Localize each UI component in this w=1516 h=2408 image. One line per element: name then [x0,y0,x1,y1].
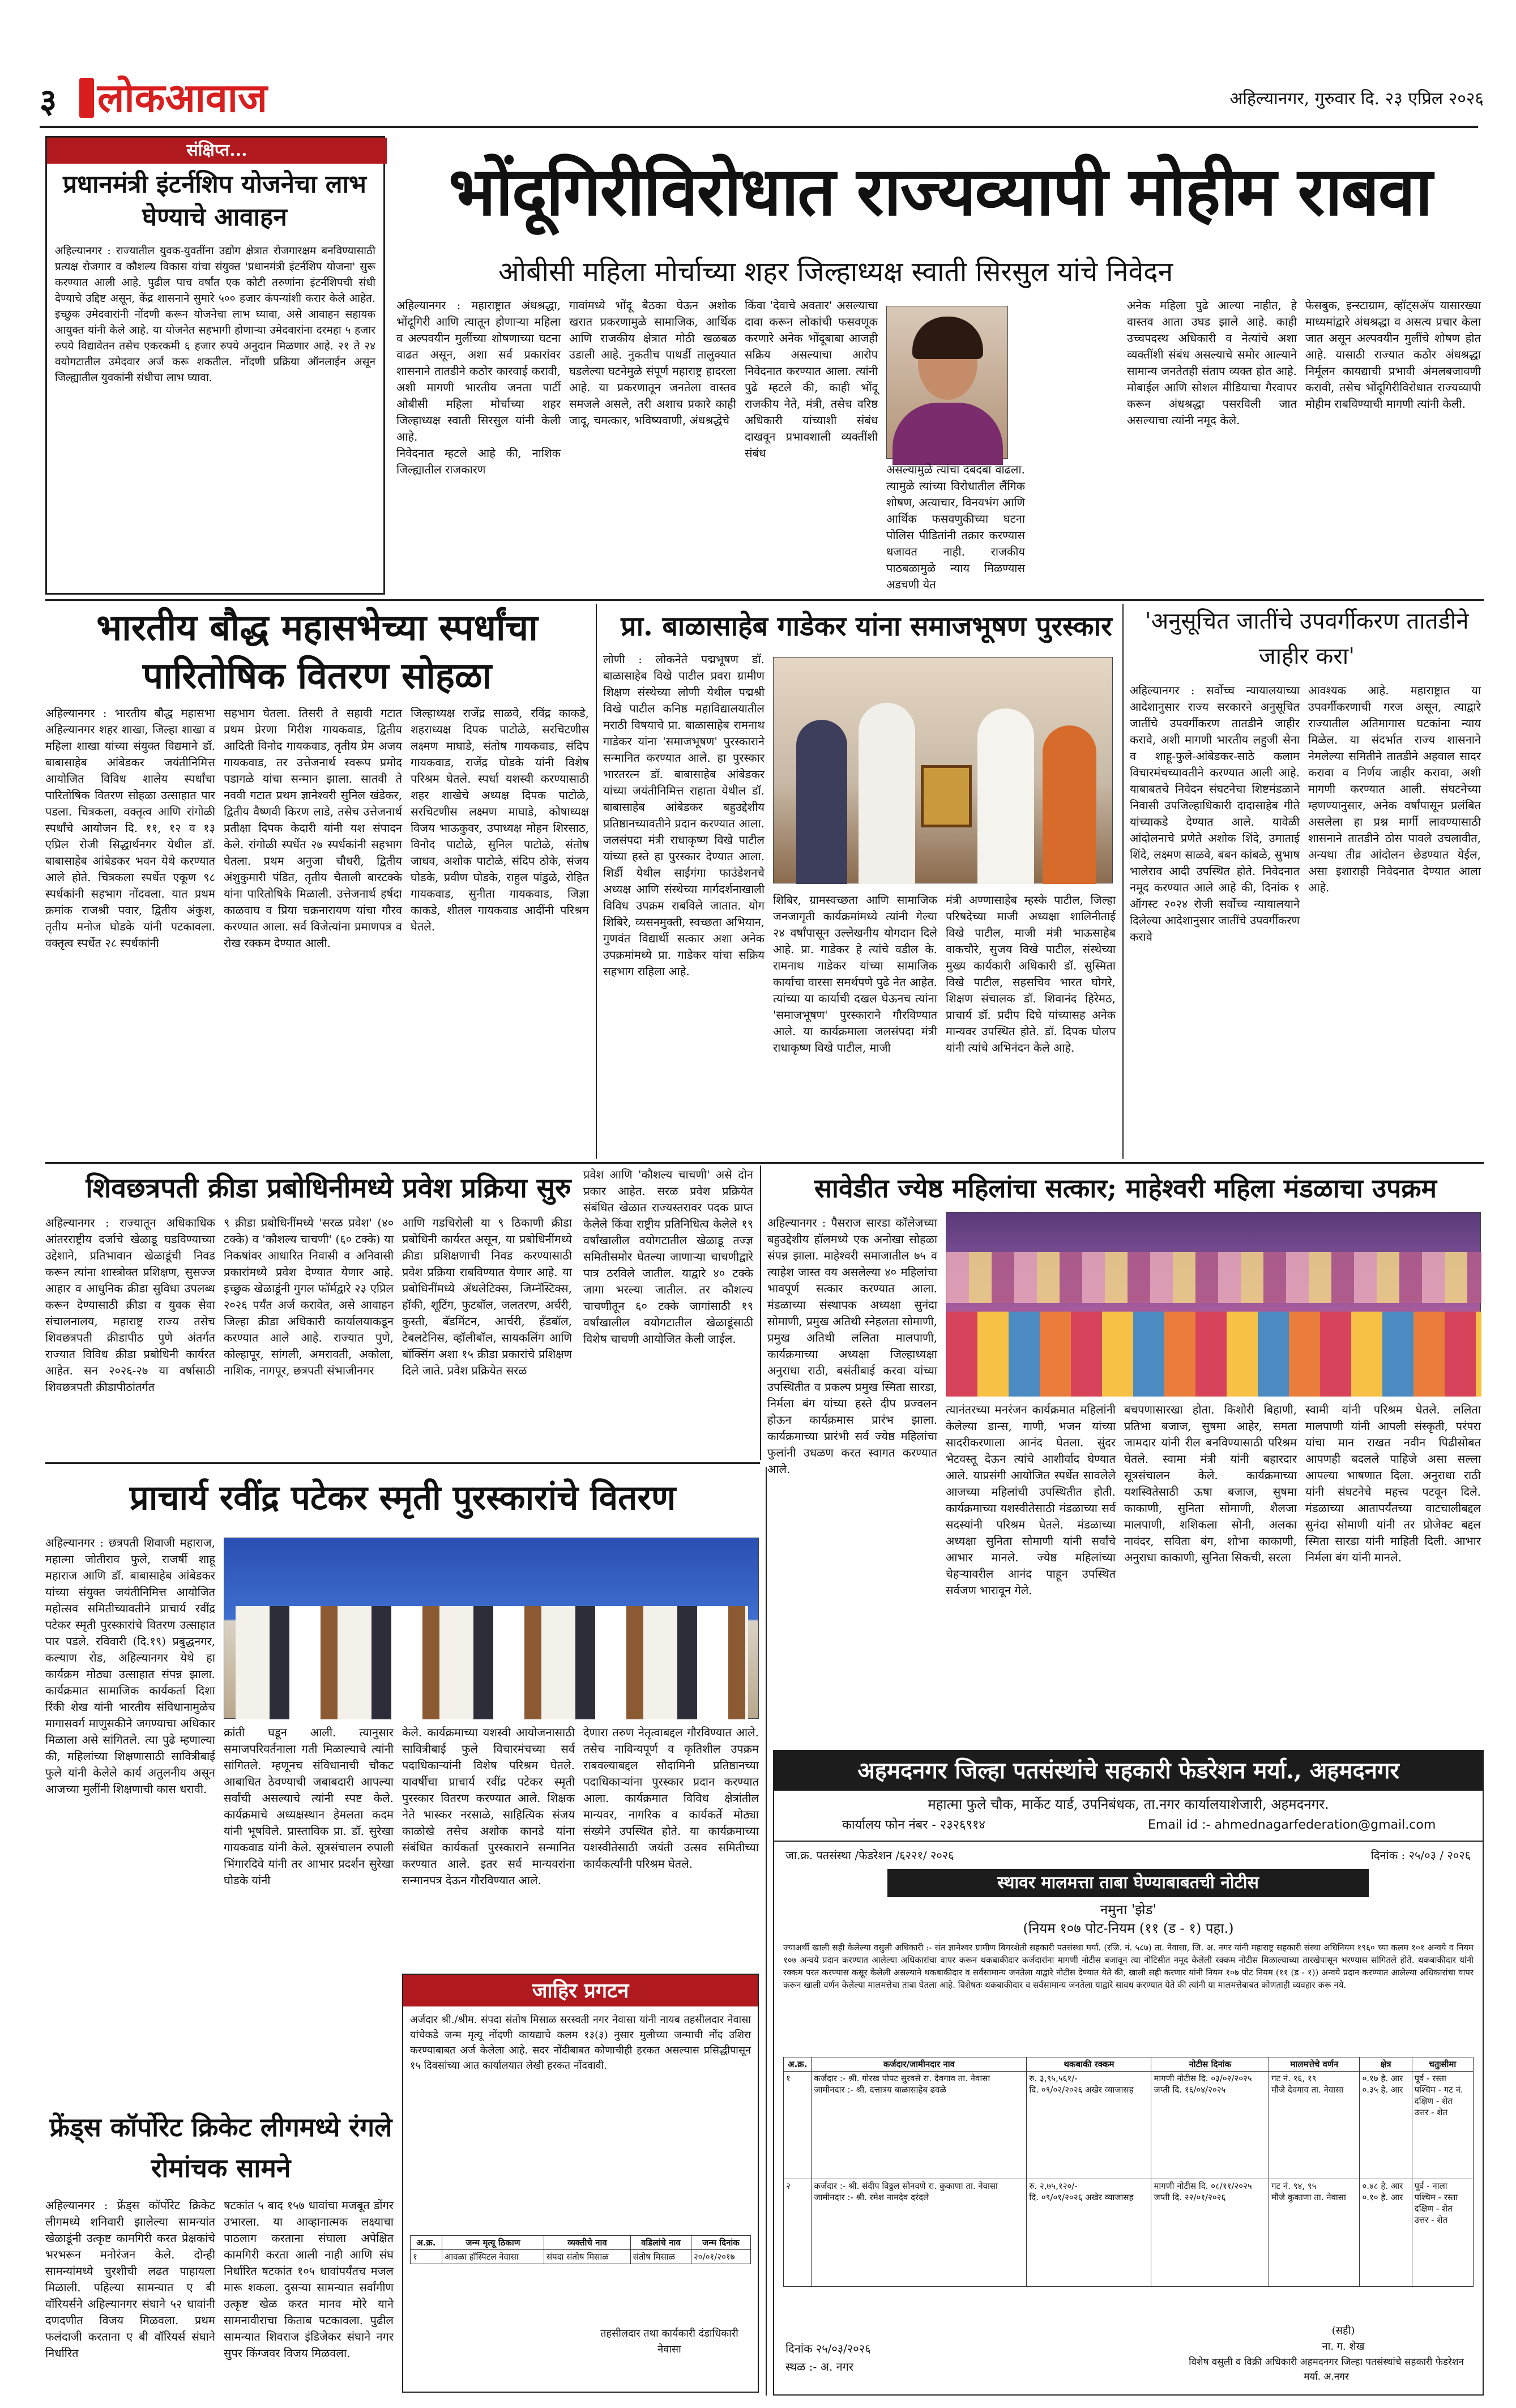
notice-footer-place: स्थळ :- अ. नगर [785,2360,854,2373]
lead-col-6: फेसबुक, इन्स्टाग्राम, व्हॉट्सअ‍ॅप यासारख्या माध्यमांद्वारे अंधश्रद्धा व असत्य प्रचार केला जात असून अल्पवयीन मुलींचे शोषण होत आहे. यासाठी राज्यात कठोर अंधश्रद्धा निर्मूलन कायद्याची प्रभावी अंमलबजावणी करावी, तसेच भोंदूगिरीविरोधात राज्यव्यापी मोहीम राबविण्याची मागणी त्यांनी केली. [1305,298,1485,411]
notice-signature: (सही) [1331,2325,1355,2337]
shiv-col-1: अहिल्यानगर : राज्यातून अधिकाधिक आंतरराष्ट्रीय दर्जाचे खेळाडू घडविण्याच्या उद्देशाने, प्रतिभावान खेळाडूंची निवड करून त्यांना शास्त्रोक्त प्रशिक्षण, सुसज्ज आहार व आधुनिक क्रीडा सुविधा उपलब्ध करून देण्यासाठी क्रीडा व युवक सेवा संचालनालय, महाराष्ट्र राज्य तसेच शिवछत्रपती क्रीडापीठ पुणे अंतर्गत राज्यात विविध क्रीडा प्रबोधिनी कार्यरत आहेत. सन २०२६-२७ या वर्षासाठी शिवछत्रपती क्रीडापीठांतर्गत [45,1216,219,1394]
group-row-front [946,1312,1481,1397]
stage-row [236,1606,748,1719]
portrait-photo [886,306,1008,459]
brief-label: संक्षिप्त... [186,140,247,160]
ad-footer: तहसीलदार तथा कार्यकारी दंडाधिकारी नेवासा [600,2328,738,2355]
lead-bottom-rule [45,599,1484,601]
mahila-col-3: बचपणासारखा होता. किशोरी बिहाणी, प्रतिभा बजाज, सुषमा आहेर, समता जामदार यांनी रील बनविण्यासाठी परिश्रम घेतले. स्वामा मंत्री यांनी बहारदार सूत्रसंचालन केले. कार्यक्रमाच्या यशस्वितेसाठी ऊषा बजाज, सुषमा काकाणी, सुनिता सोमाणी, शैलजा मालपाणी, शशिकला सोनी, अलका नावंदर, सविता बंग, शोभा काकाणी, अनुराधा काकाणी, सुनिता सिकची, सरला [1124,1403,1301,1564]
patekar-col-3: केले. कार्यक्रमाच्या यशस्वी आयोजनासाठी सावित्रीबाई फुले विचारमंचच्या सर्व पदाधिकाऱ्यांनी विशेष परिश्रम घेतले. यावर्षीचा प्राचार्य रवींद्र पटेकर स्मृती पुरस्कार वितरण करण्यात आले. शिक्षक नेते भास्कर नरसाळे, साहित्यिक संजय काळोखे तसेच अशोक कानडे यांना संबंधित कार्यकर्ता पुरस्काराने सन्मानित करण्यात आले. इतर सर्व मान्यवरांना सन्मानपत्र देऊन गौरविण्यात आले. [402,1726,579,1887]
notice-subtitle: नमुना 'झेड' [1100,1902,1157,1918]
buddha-col-1: अहिल्यानगर : भारतीय बौद्ध महासभा अहिल्यानगर शहर शाखा, जिल्हा शाखा व महिला शाखा यांच्या संयुक्त विद्यमाने डॉ. बाबासाहेब आंबेडकर जयंतीनिमित्त आयोजित विविध शालेय स्पर्धांचा पारितोषिक वितरण सोहळा उत्साहात पार पडला. चित्रकला, वक्तृत्व आणि रांगोळी स्पर्धांचे आयोजन दि. ११, १२ व १३ एप्रिल रोजी सिद्धार्थनगर येथील डॉ. बाबासाहेब आंबेडकर भवन येथे करण्यात आले होते. चित्रकला स्पर्धेत एकूण ९८ स्पर्धकांनी सहभाग नोंदवला. यात प्रथम क्रमांक राजश्री पवार, द्वितीय अंकुश, तृतीय मनोज घोडके यांनी पटकावला. वक्तृत्व स्पर्धेत २८ स्पर्धकांनी [45,706,219,950]
gadekar-col-3: मंत्री अण्णासाहेब म्हस्के पाटील, जिल्हा परिषदेच्या माजी अध्यक्षा शालिनीताई विखे पाटील, माजी मंत्री भाऊसाहेब वाकचौरे, सुजय विखे पाटील, संस्थेच्या मुख्य कार्यकारी अधिकारी डॉ. सुस्मिता विखे पाटील, सहसचिव भारत घोगरे, शिक्षण संचालक डॉ. शिवानंद हिरेमठ, प्राचार्य डॉ. प्रदीप दिघे यांच्यासह अनेक मान्यवर उपस्थित होते. डॉ. दिपक घोलप यांनी त्यांचे अभिनंदन केले आहे. [946,893,1120,1054]
notice-table-row [784,2179,1474,2287]
shiv-col-2: ९ क्रीडा प्रबोधिनींमध्ये 'सरळ प्रवेश' (४० टक्के) व 'कौशल्य चाचणी' (६० टक्के) या निकषांवर आधारित निवासी व अनिवासी प्रकारांमध्ये प्रवेश देण्यात येणार आहे. इच्छुक खेळाडूंनी गुगल फॉर्मद्वारे २३ एप्रिल २०२६ पर्यंत अर्ज करावेत, असे आवाहन जिल्हा क्रीडा अधिकारी कार्यालयाकडून करण्यात आले आहे. राज्यात पुणे, कोल्हापूर, सांगली, अमरावती, अकोला, नाशिक, नागपूर, छत्रपती संभाजीनगर [224,1216,398,1377]
notice-td: गट नं. १६, १९ मौजे देवगाव ता. नेवासा [1269,2072,1360,2179]
lead-subhead: ओबीसी महिला मोर्चाच्या शहर जिल्हाध्यक्ष स्वाती सिरसुल यांचे निवेदन [498,256,1173,288]
notice-td: पूर्व - रस्ता पश्चिम - गट नं. दक्षिण - शेत उत्तर - शेत [1412,2072,1473,2179]
ad-td: संतोष मिसाळ [630,2250,691,2264]
notice-td: मागणी नोटीस दि. ०८/११/२०२५ जप्ती दि. २२/०१/२०२६ [1151,2179,1269,2287]
notice-signatory: ना. ग. शेख [1322,2341,1365,2353]
lead-col-5: अनेक महिला पुढे आल्या नाहीत, हे वास्तव आता उघड झाले आहे. काही उच्चपदस्थ अधिकारी व नेत्यांचे अशा व्यक्तींशी संबंध असल्याचे समोर आल्याने सामान्य जनतेतही संताप व्यक्त होत आहे. मोबाईल आणि सोशल मीडियाचा गैरवापर करून अंधश्रद्धा पसरविली जात असल्याचा त्यांनी नमूद केले. [1127,298,1301,427]
mid-rule-1 [45,1162,1484,1164]
lead-col-1: अहिल्यानगर : महाराष्ट्रात अंधश्रद्धा, भोंदूगिरी आणि त्यातून होणाऱ्या महिला व अल्पवयीन मुलींच्या शोषणाच्या घटना वाढत असून, अशा सर्व प्रकारांवर शासनाने तातडीने कठोर कारवाई करावी, अशी मागणी भारतीय जनता पार्टी ओबीसी महिला मोर्चाच्या शहर जिल्हाध्यक्ष स्वाती सिरसुल यांनी केली आहे. निवेदनात म्हटले आहे की, नाशिक जिल्ह्यातील राजकारण [396,298,561,476]
notice-th: क्षेत्र [1360,2057,1412,2072]
ad-table-row [411,2250,751,2264]
public-notice-ad [402,1974,759,2393]
ad-th: वडिलांचे नाव [630,2236,691,2250]
notice-th: मालमत्तेचे वर्णन [1269,2057,1360,2072]
notice-date: दिनांक : २५/०३ / २०२६ [1370,1848,1471,1862]
federation-notice [773,1750,1484,2396]
ad-td: आवळा हॉस्पिटल नेवासा [442,2250,544,2264]
lead-col-2: गावांमध्ये भोंदू बैठका घेऊन अशोक खरात प्रकरणामुळे सामाजिक, आर्थिक आणि राजकीय क्षेत्रात मोठी खळबळ उडाली आहे. नुकतीच पाथर्डी तालुक्यात घडलेल्या घटनेमुळे संपूर्ण महाराष्ट्र हादरला आहे. या प्रकरणातून जनतेला वास्तव समजले असले, तरी अशाच प्रकारे काही जादू, चमत्कार, भविष्यवाणी, अंधश्रद्धेचे [569,298,740,427]
ad-title: जाहिर प्रगटन [532,1979,629,2003]
lead-col-4: असल्यामुळे त्यांचा दबदबा वाढला. त्यामुळे त्यांच्या विरोधातील लैंगिक शोषण, अत्याचार, विनयभंग आणि आर्थिक फसवणुकीच्या घटना पोलिस पीडितांनी तक्रार करण्यास धजावत नाही. राजकीय पाठबळामुळे न्याय मिळण्यास अडचणी येत [886,463,1029,591]
notice-td: रु. ३,९५,५६१/- दि. ०९/०२/२०२६ अखेर व्याजासह [1027,2072,1151,2179]
portrait-hair [912,317,983,359]
patekar-headline: प्राचार्य रवींद्र पटेकर स्मृती पुरस्कारांचे वितरण [129,1478,676,1518]
notice-footer-date: दिनांक २५/०३/२०२६ [785,2342,871,2355]
ad-th: जन्म मृत्यू ठिकाण [442,2236,544,2250]
shiv-headline: शिवछत्रपती क्रीडा प्रबोधिनीमध्ये प्रवेश प्रक्रिया सुरु [86,1172,571,1204]
notice-td: ०.१७ हे. आर ०.३५ हे. आर [1360,2072,1412,2179]
notice-body: ज्याअर्थी खाली सही केलेल्या वसुली अधिकारी :- संत ज्ञानेश्वर ग्रामीण बिगरशेती सहकारी पतसंस्था मर्या. (रजि. नं. ५८७) ता. नेवासा, जि. अ. नगर यांनी महाराष्ट्र सहकारी संस्था अधिनियम १९६० च्या कलम १०१ अन्वये व नियम १०७ अन्वये प्रदान करण्यात आलेल्या अधिकारांचा वापर करून थकबाकीदार कर्जदारांना मागणी नोटीस बजावून त्या नोटिसीत नमूद केलेली रक्कम नोटीस मिळाल्याच्या तारखेपासून भरण्यास सांगितले होते. थकबाकीदार यांनी रक्कम परत करण्यास कसूर केलेली असल्याने थकबाकीदार व सर्वसामान्य जनतेला याद्वारे नोटीस देण्यात येते की, खाली सही करणार यांनी नियम १०७ पोट नियम (११ (ड - १)) अन्वये प्रदान करण्यात आलेल्या अधिकारांचा वापर करून खाली वर्णन केलेल्या मालमत्तेचा ताबा घेतला आहे. विशेषतः थकबाकीदार व सर्वसामान्य जनतेला याद्वारे सावध करण्यात येते की त्यांनी या मालमत्तेबाबत कोणताही व्यवहार करू नये. [783,1942,1476,1990]
lead-col-3: किंवा 'देवाचे अवतार' असल्याचा दावा करून लोकांची फसवणूक करणारे अनेक भोंदूबाबा आजही सक्रिय असल्याचा आरोप निवेदनात करण्यात आला. त्यांनी पुढे म्हटले की, काही भोंदू राजकीय नेते, मंत्री, तसेच वरिष्ठ अधिकारी यांच्याशी संबंध दाखवून प्रभावशाली व्यक्तींशी संबंध [745,298,882,460]
ad-th: जन्म दिनांक [691,2236,751,2250]
ad-td: २०/०१/२०१७ [691,2250,751,2264]
lead-headline: भोंदूगिरीविरोधात राज्यव्यापी मोहीम राबवा [449,152,1432,230]
vrule-3 [760,1165,761,1460]
buddha-headline: भारतीय बौद्ध महासभेच्या स्पर्धांचा पारितोषिक वितरण सोहळा [96,607,538,697]
buddha-col-3: जिल्हाध्यक्ष राजेंद्र साळवे, रविंद्र काकडे, शहराध्यक्ष दिपक पाटोळे, सरचिटणीस लक्ष्मण माघाडे, संतोष गायकवाड, संदिप गायकवाड, राजेंद्र घोडके यांनी विशेष परिश्रम घेतले. स्पर्धा यशस्वी करण्यासाठी शहर शाखेचे अध्यक्ष दिपक पाटोळे, सरचिटणीस लक्ष्मण माघाडे, कोषाध्यक्ष विजय भाऊकुवर, उपाध्यक्ष मोहन शिरसाठ, विनोद पाटोळे, सुनिल पाटोळे, संतोष जाधव, अशोक पाटोळे, संदिप ठोके, संजय घोडके, प्रवीण घोडके, राहुल पांडुळे, रोहित गायकवाड, सुनीता गायकवाड, जिज्ञा काकडे, शीतल गायकवाड आदींनी परिश्रम घेतले. [411,706,593,933]
notice-td: पूर्व - नाला पश्चिम - रस्ता दक्षिण - शेत उत्तर - शेत [1412,2179,1473,2287]
patekar-col-1: अहिल्यानगर : छत्रपती शिवाजी महाराज, महात्मा जोतीराव फुले, राजर्षी शाहू महाराज आणि डॉ. बाबासाहेब आंबेडकर यांच्या संयुक्त जयंतीनिमित्त आयोजित महोत्सव समितीच्यावतीने प्राचार्य रवींद्र पटेकर स्मृती पुरस्कारांचे वितरण उत्साहात पार पडले. रविवारी (दि.१९) प्रबुद्धनगर, कल्याण रोड, अहिल्यानगर येथे हा कार्यक्रम मोठ्या उत्साहात संपन्न झाला. कार्यक्रमात सामाजिक कार्यकर्ता दिशा रिंकी शेख यांनी भारतीय संविधानामुळेच मागासवर्ग माणुसकीने जगण्याचा अधिकार मिळाला असे सांगितले. त्या पुढे म्हणाल्या की, महिलांच्या शिक्षणासाठी सावित्रीबाई फुले यांनी केलेले कार्य अतुलनीय असून आजच्या मुलींनी शिक्षणाची कास धरावी. [45,1536,219,1796]
women-group-photo [946,1212,1481,1396]
ad-th: व्यक्तीचे नाव [544,2236,631,2250]
notice-table-row [784,2072,1474,2179]
cricket-col-1: अहिल्यानगर : फ्रेंड्स कॉर्पोरेट क्रिकेट लीगमध्ये शनिवारी झालेल्या सामन्यांत खेळाडूंनी उत्कृष्ट कामगिरी करत प्रेक्षकांचे भरभरून मनोरंजन केले. दोन्ही सामन्यांमध्ये चुरशीची लढत पाहायला मिळाली. पहिल्या सामन्यात ए बी वॉरियर्सने अहिल्यानगर संघाने ५२ धावांनी दणदणीत विजय मिळवला. प्रथम फलंदाजी करताना ए बी वॉरियर्स संघाने निर्धारित [45,2198,219,2360]
brief-headline: प्रधानमंत्री इंटर्नशिप योजनेचा लाभ घेण्याचे आवाहन [63,170,366,232]
award-person-1 [796,720,847,884]
notice-rule [774,1841,1483,1842]
notice-td: मागणी नोटीस दि. ०३/०२/२०२५ जप्ती दि. १६/०४/२०२५ [1151,2072,1269,2179]
ad-td: संपदा संतोष मिसाळ [544,2250,631,2264]
notice-rule-ref: (नियम १०७ पोट-नियम (११ (ड - १) पहा.) [1023,1920,1234,1936]
portrait-body [892,403,1003,465]
notice-title: स्थावर मालमत्ता ताबा घेण्याबाबतची नोटीस [997,1873,1259,1893]
patekar-photo [224,1538,759,1719]
notice-address: महात्मा फुले चौक, मार्केट यार्ड, उपनिबंधक, ता.नगर कार्यालयाशेजारी, अहमदनगर. [928,1796,1329,1812]
notice-th: कर्जदार/जामीनदार नाव [812,2057,1027,2072]
ad-th: अ.क्र. [411,2236,442,2250]
mahila-col-2: त्यानंतरच्या मनरंजन कार्यक्रमात महिलांनी केलेल्या डान्स, गाणी, भजन यांच्या सादरीकरणाला आनंद घेतला. सुंदर भेटवस्तू देऊन त्यांचे आशीर्वाद घेण्यात आले. याप्रसंगी आयोजित स्पर्धेत सावलेले आजच्या महिलांची उपस्थितीत होती. कार्यक्रमाच्या यशस्वीतेसाठी मंडळाच्या सर्व सदस्यांनी परिश्रम घेतले. मंडळाच्या अध्यक्षा सुनिता सोमाणी यांनी सर्वांचे आभार मानले. ज्येष्ठ महिलांच्या चेहऱ्यावरील आनंद पाहून उपस्थित सर्वजण भारावून गेले. [946,1403,1120,1597]
award-person-2 [859,703,915,884]
vrule-4 [766,1467,767,2396]
gadekar-col-2: शिबिर, ग्रामस्वच्छता आणि सामाजिक जनजागृती कार्यक्रमांमध्ये त्यांनी गेल्या २४ वर्षांपासून उल्लेखनीय योगदान दिले आहे. प्रा. गाडेकर हे त्यांचे वडील के. रामनाथ गाडेकर यांच्या सामाजिक कार्याचा वारसा समर्थपणे पुढे नेत आहेत. त्यांच्या या कार्याची दखल घेऊनच त्यांना 'समाजभूषण' पुरस्काराने गौरविण्यात आले. या कार्यक्रमाला जलसंपदा मंत्री राधाकृष्ण विखे पाटील, माजी [773,893,941,1054]
patekar-col-4: देणारा तरुण नेतृत्वाबद्दल गौरविण्यात आले. तसेच नाविन्यपूर्ण व कृतिशील उपक्रम राबवल्याबद्दल सौदामिनी प्रतिष्ठानच्या पदाधिकाऱ्यांना पुरस्कार प्रदान करण्यात आला. कार्यक्रमात विविध क्षेत्रांतील मान्यवर, नागरिक व कार्यकर्ते मोठ्या संख्येने उपस्थित होते. या कार्यक्रमाच्या यशस्वीतेसाठी जयंती उत्सव समितीच्या कार्यकर्त्यांनी परिश्रम घेतले. [583,1726,763,1871]
notice-td: १ [784,2072,812,2179]
vrule-2 [1122,604,1124,1159]
notice-td: गट नं. ९४, ९५ मौजे कुकाणा ता. नेवासा [1269,2179,1360,2287]
group-row-back [946,1252,1481,1303]
notice-email: Email id :- ahmednagarfederation@gmail.com [1148,1818,1436,1832]
shiv-col-3: आणि गडचिरोली या ९ ठिकाणी क्रीडा प्रबोधिनी कार्यरत असून, या प्रबोधिनींमध्ये क्रीडा प्रशिक्षणाची निवड करण्यासाठी प्रवेश प्रक्रिया राबविण्यात येणार आहे. या प्रबोधिनींमध्ये ॲथलेटिक्स, जिम्नॅस्टिक्स, हॉकी, शूटिंग, फुटबॉल, जलतरण, अर्चरी, कुस्ती, बॅडमिंटन, आर्चरी, हँडबॉल, टेबलटेनिस, व्हॉलीबॉल, सायकलिंग आणि बॉक्सिंग अशा १५ क्रीडा प्रकारांचे प्रशिक्षण दिले जाते. प्रवेश प्रक्रियेत सरळ [402,1216,576,1377]
ad-td: १ [411,2250,442,2264]
mid-rule-2 [45,1462,760,1464]
shiv-col-4: प्रवेश आणि 'कौशल्य चाचणी' असे दोन प्रकार आहेत. सरळ प्रवेश प्रक्रियेत संबंधित खेळात राज्यस्तरावर पदक प्राप्त केलेले किंवा राष्ट्रीय प्रतिनिधित्व केलेले १९ वर्षांखालील वयोगटातील खेळाडू तज्ज्ञ समितीसमोर घेतल्या जाणाऱ्या चाचणीद्वारे पात्र ठरविले जातील. याद्वारे ४० टक्के जागा भरल्या जातील. तर कौशल्य चाचणीतून ६० टक्के जागांसाठी १९ वर्षांखालील वयोगटातील खेळाडूंसाठी विशेष चाचणी आयोजित केली जाईल. [583,1168,757,1346]
mahila-headline: सावेडीत ज्येष्ठ महिलांचा सत्कार; माहेश्वरी महिला मंडळाचा उपक्रम [814,1173,1437,1203]
scheduled-headline: 'अनुसूचित जातींचे उपवर्गीकरण तातडीने जाहीर करा' [1145,608,1469,669]
notice-th: अ.क्र. [784,2057,812,2072]
notice-td: २ [784,2179,812,2287]
notice-table-header [784,2057,1474,2072]
ad-table [410,2235,751,2264]
gadekar-col-1: लोणी : लोकनेते पद्मभूषण डॉ. बाळासाहेब विखे पाटील प्रवरा ग्रामीण शिक्षण संस्थेच्या लोणी येथील पद्मश्री विखे पाटील कनिष्ठ महाविद्यालयातील मराठी विषयाचे प्रा. बाळासाहेब रामनाथ गाडेकर यांना 'समाजभूषण' पुरस्काराने सन्मानित करण्यात आले. हा पुरस्कार भारतरत्न डॉ. बाबासाहेब आंबेडकर यांच्या जयंतीनिमित्त राहाता येथील डॉ. बाबासाहेब आंबेडकर बहुउद्देशीय प्रतिष्ठानच्यावतीने प्रदान करण्यात आला. जलसंपदा मंत्री राधाकृष्ण विखे पाटील यांच्या हस्ते हा पुरस्कार देण्यात आला. शिर्डी येथील साईगंगा फाउंडेशनचे अध्यक्ष आणि संस्थेच्या मार्गदर्शनाखाली विविध उपक्रम राबविले जातात. योग शिबिरे, व्यसनमुक्ती, स्वच्छता अभियान, गुणवंत विद्यार्थी सत्कार अशा अनेक उपक्रमांमध्ये प्रा. गाडेकर यांचा सक्रिय सहभाग राहिला आहे. [603,652,768,978]
scheduled-col-1: अहिल्यानगर : सर्वोच्च न्यायालयाच्या आदेशानुसार राज्य सरकारने अनुसूचित जातींचे उपवर्गीकरण तातडीने जाहीर करावे, अशी मागणी भारतीय लहुजी सेना व शाहू-फुले-आंबेडकर-साठे कलाम विचारमंचच्यावतीने करण्यात आली आहे. याबाबतचे निवेदन संघटनेचा शिष्टमंडळाने निवासी उपजिल्हाधिकारी दादासाहेब गीते यांच्याकडे देण्यात आले. यावेळी आंदोलनाचे प्रणेते अशोक शिंदे, उमाताई शिंदे, लक्ष्मण साळवे, बबन कांबळे, सुभाष भालेराव आदी उपस्थित होते. निवेदनात नमूद करण्यात आले आहे की, दिनांक १ ऑगस्ट २०२४ रोजी सर्वोच्च न्यायालयाने दिलेल्या आदेशानुसार जातींचे उपवर्गीकरण करावे [1130,684,1304,943]
masthead-rule [40,126,1478,128]
logo-mark [79,78,94,118]
cricket-col-2: षटकांत ५ बाद १५७ धावांचा मजबूत डोंगर उभारला. या आव्हानात्मक लक्ष्याचा पाठलाग करताना संघाला अपेक्षित कामगिरी करता आली नाही आणि संघ निर्धारित षटकांत १०५ धावांपर्यंतच मजल मारू शकला. दुसऱ्या सामन्यात सर्वांगीण उत्कृष्ट खेळ करत मानव मोरे याने सामनावीराचा किताब पटकावला. पुढील सामन्यात शिवराज इंडिजेकर संघाने नगर सुपर किंग्जवर विजय मिळवला. [224,2198,398,2360]
notice-table [783,2057,1474,2287]
notice-th: नोटीस दिनांक [1151,2057,1269,2072]
scheduled-col-2: आवश्यक आहे. महाराष्ट्रात या उपवर्गीकरणाची गरज असून, त्याद्वारे राज्यातील अतिमागास घटकांना न्याय मिळेल. या संदर्भात राज्य शासनाने नेमलेल्या समितीने तातडीने अहवाल सादर करावा व निर्णय जाहीर करावा, अशी मागणी करण्यात आली. संघटनेच्या म्हणण्यानुसार, अनेक वर्षांपासून प्रलंबित असलेला हा प्रश्न मार्गी लावण्यासाठी शासनाने तातडीने ठोस पावले उचलावीत, अन्यथा तीव्र आंदोलन छेडण्यात येईल, असा इशाराही निवेदनात देण्यात आला आहे. [1308,684,1485,894]
cricket-headline: फ्रेंड्स कॉर्पोरेट क्रिकेट लीगमध्ये रंगले रोमांचक सामने [49,2112,392,2183]
ad-table-header [411,2236,751,2250]
award-person-4 [1043,725,1096,884]
page-number: ३ [40,82,57,120]
brief-box [45,136,385,595]
award-photo [773,657,1113,883]
ad-body: अर्जदार श्री./श्रीम. संपदा संतोष मिसाळ सरस्वती नगर नेवासा यांनी नायब तहसीलदार नेवासा यांचेकडे जन्म मृत्यू नोंदणी कायद्याचे कलम १३(३) नुसार मुलीच्या जन्माची नोंद उशिरा करण्याबाबत अर्ज केलेला आहे. सदर नोंदीबाबत कोणाचीही हरकत असल्यास प्रसिद्धीपासून १५ दिवसांच्या आत कार्यालयात लेखी हरकत नोंदवावी. [410,2014,754,2072]
notice-td: ०.४८ हे. आर ०.१० हे. आर [1360,2179,1412,2287]
notice-org: अहमदनगर जिल्हा पतसंस्थांचे सहकारी फेडरेशन मर्या., अहमदनगर [857,1757,1399,1784]
patekar-col-2: क्रांती घडून आली. त्यानुसार समाजपरिवर्तनाला गती मिळाल्याचे त्यांनी सांगितले. म्हणूनच संविधानाची चौकट आबाधित ठेवण्याची जबाबदारी आपल्या सर्वांची असल्याचे त्यांनी स्पष्ट केले. कार्यक्रमाचे अध्यक्षस्थान हेमलता कदम यांनी भूषविले. प्रास्ताविक प्रा. डॉ. सुरेखा गायकवाड यांनी केले. सूत्रसंचालन रुपाली भिंगारदिवे यांनी तर आभार प्रदर्शन सुरेखा घोडके यांनी [224,1726,398,1887]
newspaper-logo: लोकआवाज [97,75,267,121]
notice-td: रु. २,७५,१२०/- दि. ०९/०१/२०२६ अखेर व्याजासह [1027,2179,1151,2287]
dateline: अहिल्यानगर, गुरुवार दि. २३ एप्रिल २०२६ [1229,89,1484,109]
buddha-col-2: सहभाग घेतला. तिसरी ते सहावी गटात प्रथम प्रेरणा गिरीश गायकवाड, द्वितीय आदिती विनोद गायकवाड, तृतीय प्रेम अजय गायकवाड, तर उत्तेजनार्थ स्वरूप प्रमोद पडागळे यांचा सन्मान झाला. सातवी ते नववी गटात प्रथम ज्ञानेश्वरी सुनिल खंडेकर, द्वितीय वैष्णवी किरण लाडे, तसेच उत्तेजनार्थ प्रतीक्षा दिपक केदारी यांनी यश संपादन केले. रांगोळी स्पर्धेत २७ स्पर्धकांनी सहभाग घेतला. प्रथम अनुजा चौधरी, द्वितीय अंशुकुमारी पंडित, तृतीय चैताली बारटक्के यांना पारितोषिके मिळाली. उत्तेजनार्थ हर्षदा काळवाघ व प्रिया चक्रनारायण यांचा गौरव करण्यात आला. सर्व विजेत्यांना प्रमाणपत्र व रोख रक्कम देण्यात आली. [224,706,406,950]
award-frame [921,765,972,827]
notice-ref: जा.क्र. पतसंस्था /फेडरेशन /६२२१/ २०२६ [785,1848,954,1862]
vrule-1 [596,604,597,1159]
notice-td: कर्जदार :- श्री. गोरख पोपट सुरवसे रा. देवगाव ता. नेवासा जामीनदार :- श्री. दत्तात्रय बाळासाहेब ढवळे [812,2072,1027,2179]
mahila-col-1: अहिल्यानगर : पैसराज सारडा कॉलेजच्या बहुउद्देशीय हॉलमध्ये एक अनोखा सोहळा संपन्न झाला. माहेश्वरी समाजातील ७५ व त्याहेश जास्त वय असलेल्या ४० महिलांचा भावपूर्ण सत्कार करण्यात आला. मंडळाच्या संस्थापक अध्यक्षा सुनंदा सोमाणी, प्रमुख अतिथी स्नेहलता सोमाणी, प्रमुख अतिथी ललिता मालपाणी, कार्यक्रमाच्या अध्यक्षा जिल्हाध्यक्षा अनुराधा राठी, बसंतीबाई करवा यांच्या उपस्थितीत व प्रकल्प प्रमुख स्मिता सारडा, निर्मला बंग यांच्या हस्ते दीप प्रज्वलन होऊन कार्यक्रमास प्रारंभ झाला. कार्यक्रमाच्या प्रारंभी सर्व ज्येष्ठ महिलांचा फुलांनी उधळण करत स्वागत करण्यात आले. [767,1216,941,1476]
notice-phone: कार्यालय फोन नंबर - २३२६९१४ [842,1818,985,1832]
notice-designation: विशेष वसुली व विक्री अधिकारी अहमदनगर जिल्हा पतसंस्थांचे सहकारी फेडरेशन मर्या. अ.नगर [1189,2356,1464,2383]
award-person-3 [977,708,1034,884]
brief-body: अहिल्यानगर : राज्यातील युवक-युवतींना उद्योग क्षेत्रात रोजगारक्षम बनविण्यासाठी प्रत्यक्ष रोजगार व कौशल्य विकास यांचा संयुक्त 'प्रधानमंत्री इंटर्नशिप योजना' सुरू करण्यात आली आहे. पुढील पाच वर्षांत एक कोटी तरुणांना इंटर्नशिपची संधी देण्याचे उद्दिष्ट असून, केंद्र शासनाने सुमारे ५०० हजार कंपन्यांशी करार केले आहेत. इच्छुक उमेदवारांनी नोंदणी करून योजनेचा लाभ घ्यावा, असे आवाहन सहायक आयुक्त यांनी केले आहे. या योजनेत सहभागी होणाऱ्या उमेदवारांना दरमहा ५ हजार रुपये विद्यावेतन तसेच एकरकमी ६ हजार रुपये अनुदान मिळणार आहे. २१ ते २४ वयोगटातील उमेदवार अर्ज करू शकतील. नोंदणी प्रक्रिया ऑनलाईन असून जिल्ह्यातील युवकांनी संधीचा लाभ घ्यावा. [55,245,379,384]
notice-th: थकबाकी रक्कम [1027,2057,1151,2072]
notice-td: कर्जदार :- श्री. संदीप विठ्ठल सोनवणे रा. कुकाणा ता. नेवासा जामीनदार :- श्री. रमेश नामदेव दरंदले [812,2179,1027,2287]
gadekar-headline: प्रा. बाळासाहेब गाडेकर यांना समाजभूषण पुरस्कार [621,610,1112,642]
mahila-col-4: स्वामी यांनी परिश्रम घेतले. ललिता मालपाणी यांनी आपली संस्कृती, परंपरा यांचा मान राखत नवीन पिढीसोबत आपणही बदलले पाहिजे असा सल्ला आपल्या भाषणात दिला. अनुराधा राठी यांनी संघटनेचे महत्त्व पटवून दिले. मंडळाच्या आतापर्यंतच्या वाटचालीबद्दल सुनंदा सोमाणी यांनी तर प्रोजेक्ट बद्दल स्मिता सारडा यांनी माहिती दिली. आभार निर्मला बंग यांनी मानले. [1305,1403,1485,1564]
notice-th: चतुःसीमा [1412,2057,1473,2072]
